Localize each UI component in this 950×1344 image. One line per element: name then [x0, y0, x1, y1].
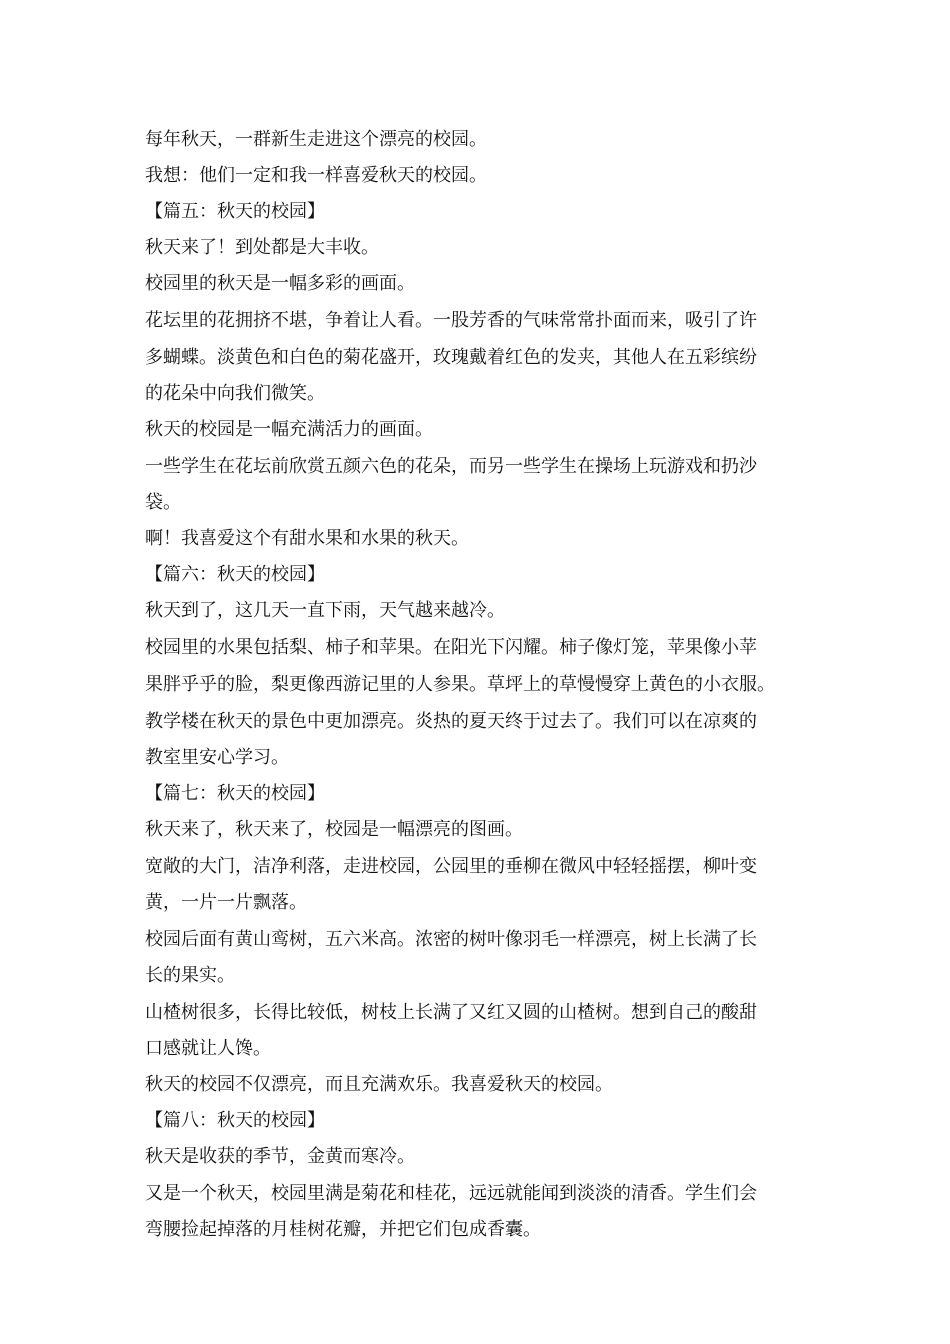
text-line: 每年秋天，一群新生走进这个漂亮的校园。: [145, 129, 487, 150]
text-line: 秋天到了，这几天一直下雨，天气越来越冷。: [145, 600, 505, 621]
text-line: 校园里的水果包括梨、柿子和苹果。在阳光下闪耀。柿子像灯笼，苹果像小苹: [145, 637, 757, 658]
text-line: 秋天来了！到处都是大丰收。: [145, 237, 379, 258]
text-line: 我想：他们一定和我一样喜爱秋天的校园。: [145, 165, 487, 186]
text-line: 秋天是收获的季节，金黄而寒冷。: [145, 1146, 415, 1167]
text-line: 袋。: [145, 492, 181, 513]
text-line: 校园里的秋天是一幅多彩的画面。: [145, 273, 415, 294]
document-body: [145, 122, 815, 1248]
text-line: 口感就让人馋。: [145, 1038, 271, 1059]
text-line: 校园后面有黄山鸾树，五六米高。浓密的树叶像羽毛一样漂亮，树上长满了长: [145, 929, 757, 950]
text-line: 教学楼在秋天的景色中更加漂亮。炎热的夏天终于过去了。我们可以在凉爽的: [145, 711, 757, 732]
text-line: 秋天的校园是一幅充满活力的画面。: [145, 419, 433, 440]
section-heading: 【篇五：秋天的校园】: [145, 201, 325, 222]
text-line: 宽敞的大门，洁净利落，走进校园，公园里的垂柳在微风中轻轻摇摆，柳叶变: [145, 856, 757, 877]
text-line: 长的果实。: [145, 965, 235, 986]
text-line: 花坛里的花拥挤不堪，争着让人看。一股芳香的气味常常扑面而来，吸引了许: [145, 310, 757, 331]
section-heading: 【篇七：秋天的校园】: [145, 783, 325, 804]
section-heading: 【篇六：秋天的校园】: [145, 564, 325, 585]
text-line: 一些学生在花坛前欣赏五颜六色的花朵，而另一些学生在操场上玩游戏和扔沙: [145, 456, 757, 477]
text-line: 山楂树很多，长得比较低，树枝上长满了又红又圆的山楂树。想到自己的酸甜: [145, 1002, 757, 1023]
text-line: 又是一个秋天，校园里满是菊花和桂花，远远就能闻到淡淡的清香。学生们会: [145, 1183, 757, 1204]
text-line: 教室里安心学习。: [145, 747, 289, 768]
text-line: 弯腰捡起掉落的月桂树花瓣，并把它们包成香囊。: [145, 1219, 541, 1240]
text-line: 啊！我喜爱这个有甜水果和水果的秋天。: [145, 528, 469, 549]
text-line: 多蝴蝶。淡黄色和白色的菊花盛开，玫瑰戴着红色的发夹，其他人在五彩缤纷: [145, 347, 757, 368]
section-heading: 【篇八：秋天的校园】: [145, 1110, 325, 1131]
text-line: 秋天的校园不仅漂亮，而且充满欢乐。我喜爱秋天的校园。: [145, 1074, 613, 1095]
text-line: 果胖乎乎的脸，梨更像西游记里的人参果。草坪上的草慢慢穿上黄色的小衣服。: [145, 674, 775, 695]
text-line: 的花朵中向我们微笑。: [145, 383, 325, 404]
text-line: 秋天来了，秋天来了，校园是一幅漂亮的图画。: [145, 819, 523, 840]
text-line: 黄，一片一片飘落。: [145, 892, 307, 913]
